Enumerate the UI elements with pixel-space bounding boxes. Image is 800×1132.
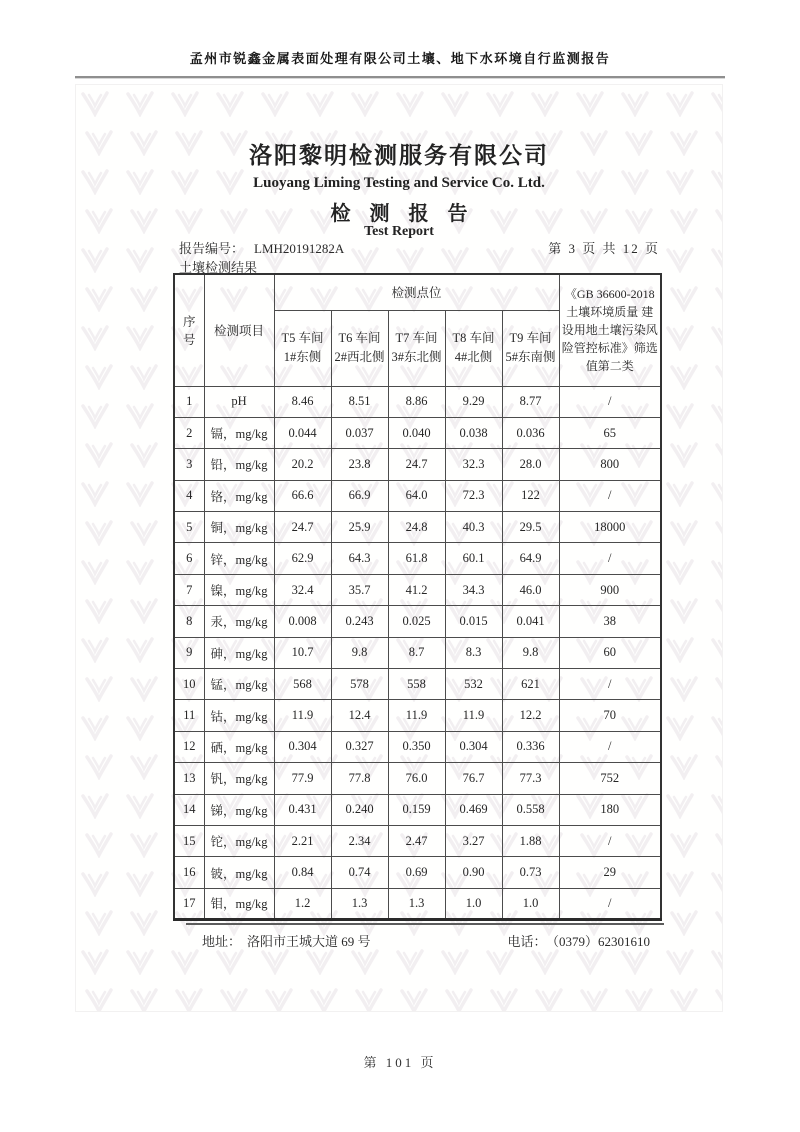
col-header-point: T7 车间3#东北侧 [388, 310, 445, 386]
cell-limit: / [559, 825, 661, 856]
cell-value: 20.2 [274, 449, 331, 480]
cell-limit: / [559, 669, 661, 700]
cell-index: 7 [174, 574, 204, 605]
cell-value: 11.9 [445, 700, 502, 731]
cell-value: 0.469 [445, 794, 502, 825]
cell-item: 铍，mg/kg [204, 857, 274, 888]
cell-value: 11.9 [388, 700, 445, 731]
results-table-wrap [173, 273, 662, 921]
cell-limit: / [559, 480, 661, 511]
cell-value: 77.9 [274, 763, 331, 794]
cell-item: 钴，mg/kg [204, 700, 274, 731]
cell-value: 0.336 [502, 731, 559, 762]
cell-index: 11 [174, 700, 204, 731]
cell-limit: 752 [559, 763, 661, 794]
cell-value: 578 [331, 669, 388, 700]
cell-value: 2.34 [331, 825, 388, 856]
cell-value: 28.0 [502, 449, 559, 480]
cell-limit: / [559, 731, 661, 762]
cell-index: 13 [174, 763, 204, 794]
cell-index: 4 [174, 480, 204, 511]
table-row [174, 606, 661, 637]
cell-index: 2 [174, 417, 204, 448]
cell-value: 0.040 [388, 417, 445, 448]
cell-value: 11.9 [274, 700, 331, 731]
table-row [174, 669, 661, 700]
cell-value: 568 [274, 669, 331, 700]
cell-item: 镍，mg/kg [204, 574, 274, 605]
cell-value: 25.9 [331, 512, 388, 543]
cell-value: 77.3 [502, 763, 559, 794]
cell-limit: / [559, 543, 661, 574]
cell-index: 1 [174, 386, 204, 417]
cell-limit: / [559, 888, 661, 919]
cell-value: 0.73 [502, 857, 559, 888]
cell-value: 1.0 [445, 888, 502, 919]
company-name-en: Luoyang Liming Testing and Service Co. Ltd. [253, 175, 545, 191]
cell-value: 1.0 [502, 888, 559, 919]
cell-value: 64.9 [502, 543, 559, 574]
cell-value: 8.51 [331, 386, 388, 417]
report-meta-row [179, 238, 660, 257]
footer-rule [186, 923, 664, 925]
col-header-point: T6 车间2#西北侧 [331, 310, 388, 386]
cell-value: 9.29 [445, 386, 502, 417]
cell-item: 铬，mg/kg [204, 480, 274, 511]
cell-value: 0.243 [331, 606, 388, 637]
table-row [174, 574, 661, 605]
cell-value: 1.88 [502, 825, 559, 856]
cell-value: 9.8 [331, 637, 388, 668]
table-row [174, 480, 661, 511]
cell-value: 76.7 [445, 763, 502, 794]
col-header-standard: 《GB 36600-2018 土壤环境质量 建设用地土壤污染风险管控标准》筛选值第二类 [559, 274, 661, 386]
cell-value: 24.8 [388, 512, 445, 543]
cell-value: 12.4 [331, 700, 388, 731]
cell-limit: 18000 [559, 512, 661, 543]
cell-value: 2.21 [274, 825, 331, 856]
report-title-en: Test Report [364, 224, 434, 239]
cell-index: 14 [174, 794, 204, 825]
cell-item: 镉，mg/kg [204, 417, 274, 448]
cell-value: 41.2 [388, 574, 445, 605]
cell-limit: 60 [559, 637, 661, 668]
table-row [174, 543, 661, 574]
footer-phone-value: （0379）62301610 [552, 934, 650, 949]
table-row [174, 825, 661, 856]
cell-value: 10.7 [274, 637, 331, 668]
cell-value: 0.041 [502, 606, 559, 637]
cell-item: 砷，mg/kg [204, 637, 274, 668]
cell-item: 锌，mg/kg [204, 543, 274, 574]
cell-item: pH [204, 386, 274, 417]
cell-value: 2.47 [388, 825, 445, 856]
cell-value: 34.3 [445, 574, 502, 605]
cell-value: 62.9 [274, 543, 331, 574]
cell-value: 0.90 [445, 857, 502, 888]
cell-value: 0.327 [331, 731, 388, 762]
report-number [179, 238, 344, 257]
footer-address [202, 931, 507, 950]
table-header-row-1 [174, 274, 661, 310]
cell-limit: / [559, 386, 661, 417]
table-row [174, 417, 661, 448]
table-row [174, 763, 661, 794]
cell-value: 0.84 [274, 857, 331, 888]
cell-index: 17 [174, 888, 204, 919]
report-title-cn: 检 测 报 告 [330, 203, 475, 225]
cell-item: 锑，mg/kg [204, 794, 274, 825]
report-content [76, 85, 722, 1011]
scanned-report-page [75, 84, 723, 1012]
cell-value: 8.77 [502, 386, 559, 417]
cell-value: 9.8 [502, 637, 559, 668]
table-row [174, 888, 661, 919]
cell-value: 0.74 [331, 857, 388, 888]
cell-value: 122 [502, 480, 559, 511]
cell-value: 0.025 [388, 606, 445, 637]
cell-index: 9 [174, 637, 204, 668]
cell-value: 0.304 [274, 731, 331, 762]
cell-value: 621 [502, 669, 559, 700]
col-header-item: 检测项目 [204, 274, 274, 386]
cell-value: 32.3 [445, 449, 502, 480]
col-header-point: T8 车间4#北侧 [445, 310, 502, 386]
col-header-point: T5 车间1#东侧 [274, 310, 331, 386]
cell-value: 66.9 [331, 480, 388, 511]
report-number-label: 报告编号： [179, 241, 245, 256]
cell-value: 0.044 [274, 417, 331, 448]
cell-value: 76.0 [388, 763, 445, 794]
cell-limit: 180 [559, 794, 661, 825]
cell-value: 61.8 [388, 543, 445, 574]
cell-value: 0.036 [502, 417, 559, 448]
cell-value: 0.69 [388, 857, 445, 888]
cell-value: 35.7 [331, 574, 388, 605]
cell-value: 0.038 [445, 417, 502, 448]
footer-phone-label: 电话： [507, 934, 547, 949]
cell-value: 64.0 [388, 480, 445, 511]
table-row [174, 386, 661, 417]
cell-value: 0.159 [388, 794, 445, 825]
cell-value: 1.2 [274, 888, 331, 919]
footer-contact-row [202, 931, 650, 950]
cell-value: 66.6 [274, 480, 331, 511]
cell-item: 钼，mg/kg [204, 888, 274, 919]
cell-item: 锰，mg/kg [204, 669, 274, 700]
cell-value: 8.46 [274, 386, 331, 417]
cell-value: 29.5 [502, 512, 559, 543]
cell-value: 32.4 [274, 574, 331, 605]
cell-value: 3.27 [445, 825, 502, 856]
col-header-point: T9 车间5#东南侧 [502, 310, 559, 386]
cell-value: 8.3 [445, 637, 502, 668]
page-info: 第 3 页 共 12 页 [548, 241, 660, 256]
cell-value: 46.0 [502, 574, 559, 605]
cell-value: 0.008 [274, 606, 331, 637]
cell-value: 24.7 [274, 512, 331, 543]
col-header-index: 序号 [174, 274, 204, 386]
cell-index: 12 [174, 731, 204, 762]
col-header-points-group: 检测点位 [274, 274, 559, 310]
cell-limit: 65 [559, 417, 661, 448]
table-row [174, 794, 661, 825]
cell-value: 64.3 [331, 543, 388, 574]
section-title: 土壤检测结果 [179, 260, 258, 275]
table-row [174, 637, 661, 668]
table-row [174, 731, 661, 762]
cell-limit: 29 [559, 857, 661, 888]
cell-index: 15 [174, 825, 204, 856]
cell-value: 8.86 [388, 386, 445, 417]
cell-value: 24.7 [388, 449, 445, 480]
table-row [174, 512, 661, 543]
cell-index: 10 [174, 669, 204, 700]
company-name-cn: 洛阳黎明检测服务有限公司 [249, 143, 549, 168]
results-table [173, 273, 662, 921]
cell-value: 8.7 [388, 637, 445, 668]
running-header-title: 孟州市锐鑫金属表面处理有限公司土壤、地下水环境自行监测报告 [189, 51, 611, 66]
cell-value: 0.015 [445, 606, 502, 637]
cell-value: 0.350 [388, 731, 445, 762]
cell-item: 钒，mg/kg [204, 763, 274, 794]
cell-value: 72.3 [445, 480, 502, 511]
cell-limit: 800 [559, 449, 661, 480]
header-rule [75, 76, 725, 79]
cell-index: 3 [174, 449, 204, 480]
cell-index: 6 [174, 543, 204, 574]
cell-index: 16 [174, 857, 204, 888]
cell-value: 0.240 [331, 794, 388, 825]
cell-limit: 38 [559, 606, 661, 637]
cell-item: 铅，mg/kg [204, 449, 274, 480]
footer-address-label: 地址： [202, 934, 242, 949]
cell-value: 1.3 [331, 888, 388, 919]
footer-phone [507, 931, 650, 950]
cell-item: 硒，mg/kg [204, 731, 274, 762]
cell-item: 铊，mg/kg [204, 825, 274, 856]
report-number-value: LMH20191282A [254, 241, 345, 256]
cell-value: 558 [388, 669, 445, 700]
cell-value: 60.1 [445, 543, 502, 574]
cell-value: 0.558 [502, 794, 559, 825]
cell-value: 12.2 [502, 700, 559, 731]
cell-value: 0.037 [331, 417, 388, 448]
cell-value: 0.304 [445, 731, 502, 762]
cell-value: 1.3 [388, 888, 445, 919]
cell-value: 77.8 [331, 763, 388, 794]
table-row [174, 449, 661, 480]
cell-index: 8 [174, 606, 204, 637]
cell-item: 铜，mg/kg [204, 512, 274, 543]
table-row [174, 700, 661, 731]
cell-item: 汞，mg/kg [204, 606, 274, 637]
cell-value: 40.3 [445, 512, 502, 543]
cell-value: 0.431 [274, 794, 331, 825]
footer-address-value: 洛阳市王城大道 69 号 [247, 934, 371, 949]
cell-value: 23.8 [331, 449, 388, 480]
cell-limit: 70 [559, 700, 661, 731]
table-row [174, 857, 661, 888]
page-number: 第 101 页 [363, 1055, 437, 1070]
cell-limit: 900 [559, 574, 661, 605]
cell-value: 532 [445, 669, 502, 700]
cell-index: 5 [174, 512, 204, 543]
